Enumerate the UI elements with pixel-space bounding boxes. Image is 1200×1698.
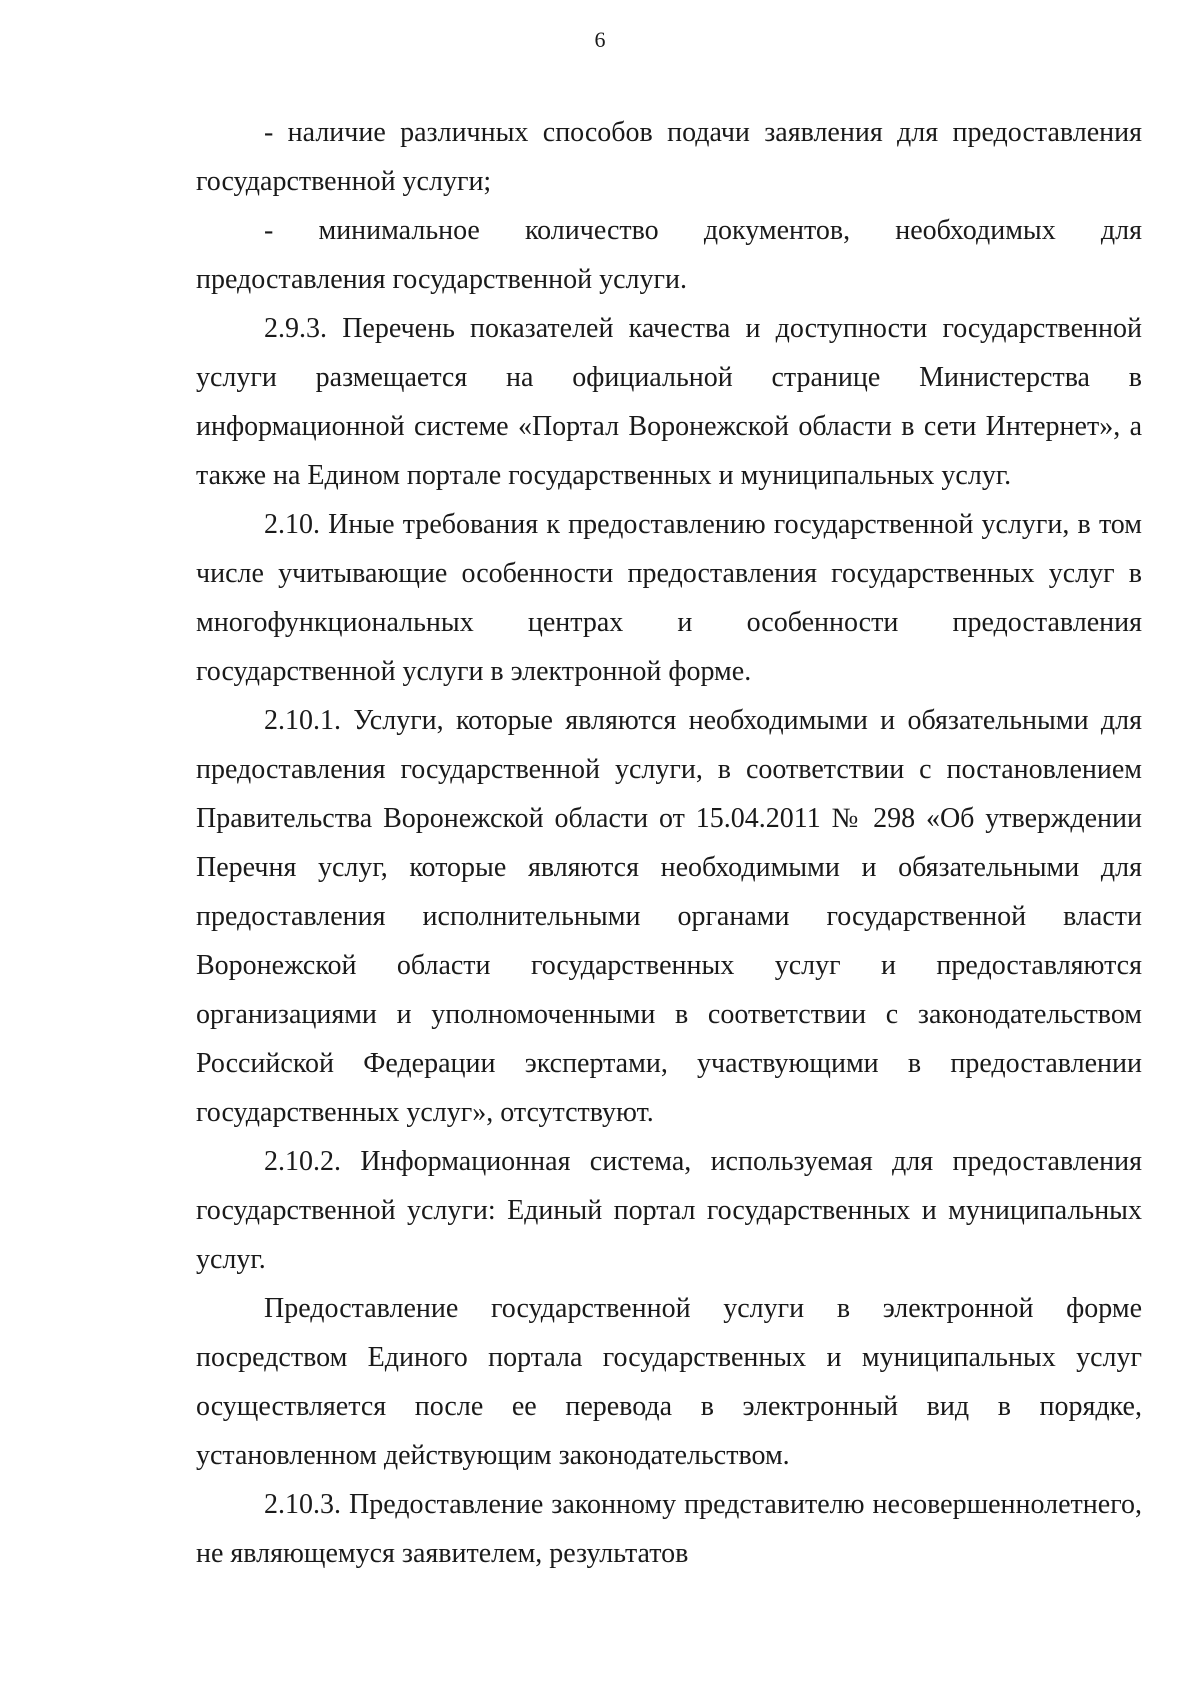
paragraph-minimal-documents: - минимальное количество документов, необходимых для предоставления государственной услуги. bbox=[196, 215, 1142, 295]
paragraph-2-10-2: 2.10.2. Информационная система, используемая для предоставления государственной услуги: Единый портал государственных и муниципальных услуг. bbox=[196, 1146, 1142, 1275]
document-body bbox=[196, 108, 1142, 1578]
paragraph-2-10-3: 2.10.3. Предоставление законному представителю несовершеннолетнего, не являющемуся заявителем, результатов bbox=[196, 1489, 1142, 1569]
paragraph-2-10-1: 2.10.1. Услуги, которые являются необходимыми и обязательными для предоставления государственной услуги, в соответствии с постановлением Правительства Воронежской области от 15.04.2011 № 298 «Об утверждении Перечня услуг, которые являются необходимыми и обязательными для предоставления исполнительными органами государственной власти Воронежской области государственных услуг и предоставляются организациями и уполномоченными в соответствии с законодательством Российской Федерации экспертами, участвующими в предоставлении государственных услуг», отсутствуют. bbox=[196, 705, 1142, 1128]
paragraph-application-methods: - наличие различных способов подачи заявления для предоставления государственной услуги; bbox=[196, 117, 1142, 197]
page-number: 6 bbox=[594, 27, 606, 52]
paragraph-2-10: 2.10. Иные требования к предоставлению государственной услуги, в том числе учитывающие особенности предоставления государственных услуг в многофункциональных центрах и особенности предоставления государственной услуги в электронной форме. bbox=[196, 509, 1142, 687]
paragraph-2-9-3: 2.9.3. Перечень показателей качества и доступности государственной услуги размещается на официальной странице Министерства в информационной системе «Портал Воронежской области в сети Интернет», а также на Едином портале государственных и муниципальных услуг. bbox=[196, 313, 1142, 491]
paragraph-electronic-form: Предоставление государственной услуги в электронной форме посредством Единого портала государственных и муниципальных услуг осуществляется после ее перевода в электронный вид в порядке, установленном действующим законодательством. bbox=[196, 1293, 1142, 1471]
